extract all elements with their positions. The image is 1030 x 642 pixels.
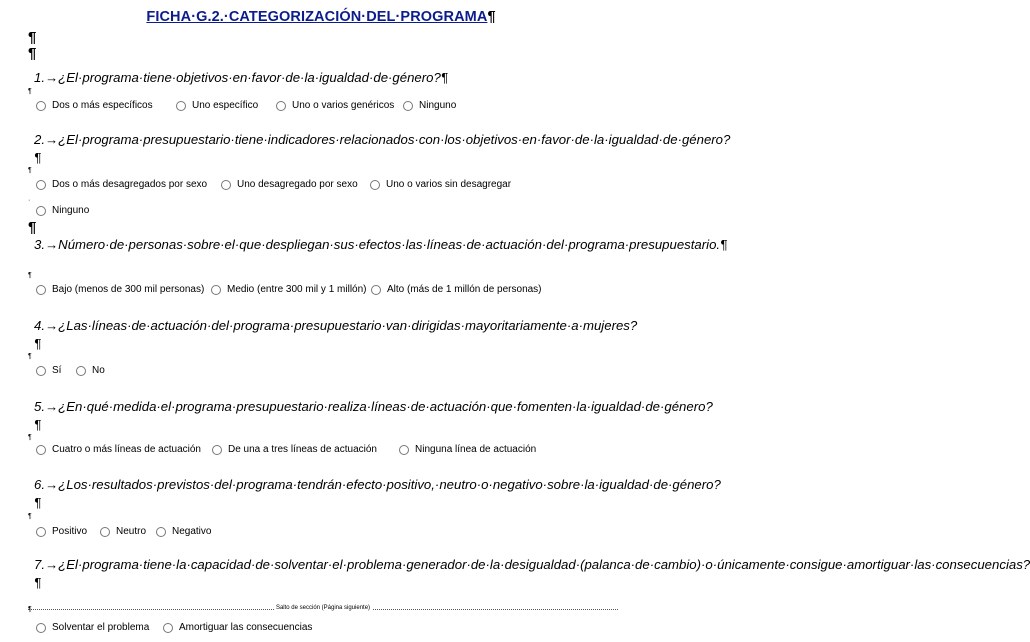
option-label: Negativo xyxy=(172,526,212,537)
option-label: Uno desagregado por sexo xyxy=(237,179,358,190)
radio-icon[interactable] xyxy=(399,445,409,455)
question-2: 2.→¿El·programa·presupuestario·tiene·indicadores·relacionados·con·los·objetivos·en·favor·de·la·igualdad·de·género?¶ xyxy=(34,132,731,165)
radio-icon[interactable] xyxy=(163,623,173,633)
radio-icon[interactable] xyxy=(76,366,86,376)
option-label: Solventar el problema xyxy=(52,622,150,633)
option-label: Neutro xyxy=(116,526,147,537)
radio-icon[interactable] xyxy=(36,285,46,295)
radio-icon[interactable] xyxy=(371,285,381,295)
radio-icon[interactable] xyxy=(156,527,166,537)
radio-icon[interactable] xyxy=(100,527,110,537)
paragraph-mark: · xyxy=(28,197,31,204)
option-label: Sí xyxy=(52,365,62,376)
title-text: FICHA·G.2.·CATEGORIZACIÓN·DEL·PROGRAMA xyxy=(146,9,488,25)
radio-icon[interactable] xyxy=(221,180,231,190)
option-label: Uno o varios genéricos xyxy=(292,100,395,111)
radio-option[interactable] xyxy=(176,100,258,111)
option-label: Alto (más de 1 millón de personas) xyxy=(387,284,542,295)
empty-paragraph-mark: ¶ xyxy=(28,29,37,46)
radio-option[interactable] xyxy=(212,444,377,455)
option-label: Medio (entre 300 mil y 1 millón) xyxy=(227,284,367,295)
radio-icon[interactable] xyxy=(36,366,46,376)
radio-icon[interactable] xyxy=(36,623,46,633)
empty-paragraph-mark: ¶ xyxy=(28,45,37,62)
option-label: Dos o más desagregados por sexo xyxy=(52,179,208,190)
radio-icon[interactable] xyxy=(36,527,46,537)
option-label: Positivo xyxy=(52,526,88,537)
paragraph-mark: ¶ xyxy=(28,513,32,520)
option-label: De una a tres líneas de actuación xyxy=(228,444,377,455)
radio-icon[interactable] xyxy=(370,180,380,190)
document-title xyxy=(0,9,642,25)
paragraph-mark: ¶ xyxy=(28,272,32,279)
option-label: Amortiguar las consecuencias xyxy=(179,622,313,633)
radio-option[interactable] xyxy=(36,284,204,295)
radio-option[interactable] xyxy=(36,205,89,216)
radio-icon[interactable] xyxy=(276,101,286,111)
radio-option[interactable] xyxy=(36,526,87,537)
radio-icon[interactable] xyxy=(36,180,46,190)
radio-option[interactable] xyxy=(371,284,542,295)
option-label: Cuatro o más líneas de actuación xyxy=(52,444,201,455)
option-label: Ninguno xyxy=(419,100,457,111)
radio-icon[interactable] xyxy=(36,445,46,455)
question-1: 1.→¿El·programa·tiene·objetivos·en·favor·de·la·igualdad·de·género?¶ xyxy=(34,70,448,85)
radio-option[interactable] xyxy=(36,444,201,455)
radio-icon[interactable] xyxy=(211,285,221,295)
radio-icon[interactable] xyxy=(36,206,46,216)
question-5: 5.→¿En·qué·medida·el·programa·presupuestario·realiza·líneas·de·actuación·que·fomenten·la·igualdad·de·género?¶ xyxy=(34,399,713,432)
paragraph-mark: ¶ xyxy=(28,353,32,360)
radio-option[interactable] xyxy=(399,444,536,455)
option-label: Uno o varios sin desagregar xyxy=(386,179,512,190)
option-label: Ninguna línea de actuación xyxy=(415,444,537,455)
radio-option[interactable] xyxy=(211,284,367,295)
radio-option[interactable] xyxy=(36,365,61,376)
option-label: Ninguno xyxy=(52,205,90,216)
radio-icon[interactable] xyxy=(36,101,46,111)
radio-option[interactable] xyxy=(36,622,149,633)
paragraph-mark: ¶ xyxy=(28,167,32,174)
radio-option[interactable] xyxy=(370,179,511,190)
question-7: 7.→¿El·programa·tiene·la·capacidad·de·solventar·el·problema·generador·de·la·desigualdad·(palanca·de·cambio)·o·únicamente·consigue·amortiguar·las·consecuencias?¶ xyxy=(34,557,1030,590)
option-label: Dos o más específicos xyxy=(52,100,153,111)
option-label: No xyxy=(92,365,105,376)
section-break xyxy=(28,605,618,618)
radio-option[interactable] xyxy=(100,526,146,537)
question-3: 3.→Número·de·personas·sobre·el·que·despliegan·sus·efectos·las·líneas·de·actuación·del·programa·presupuestario.¶ xyxy=(34,237,728,252)
title-pilcrow: ¶ xyxy=(487,9,496,25)
radio-option[interactable] xyxy=(36,100,153,111)
option-label: Bajo (menos de 300 mil personas) xyxy=(52,284,205,295)
radio-icon[interactable] xyxy=(212,445,222,455)
section-break-label: Salto de sección (Página siguiente) xyxy=(275,605,371,611)
radio-option[interactable] xyxy=(163,622,312,633)
radio-option[interactable] xyxy=(76,365,105,376)
empty-paragraph-mark: ¶ xyxy=(28,219,37,236)
radio-option[interactable] xyxy=(36,179,207,190)
radio-option[interactable] xyxy=(156,526,211,537)
paragraph-mark: ¶ xyxy=(28,88,32,95)
question-4: 4.→¿Las·líneas·de·actuación·del·programa·presupuestario·van·dirigidas·mayoritariamente·a·mujeres?¶ xyxy=(34,318,638,351)
radio-icon[interactable] xyxy=(403,101,413,111)
radio-option[interactable] xyxy=(403,100,456,111)
paragraph-mark: ¶ xyxy=(28,606,32,613)
radio-icon[interactable] xyxy=(176,101,186,111)
paragraph-mark: ¶ xyxy=(28,434,32,441)
radio-option[interactable] xyxy=(276,100,394,111)
option-label: Uno específico xyxy=(192,100,259,111)
question-6: 6.→¿Los·resultados·previstos·del·programa·tendrán·efecto·positivo,·neutro·o·negativo·sobre·la·igualdad·de·género?¶ xyxy=(34,477,721,510)
radio-option[interactable] xyxy=(221,179,358,190)
